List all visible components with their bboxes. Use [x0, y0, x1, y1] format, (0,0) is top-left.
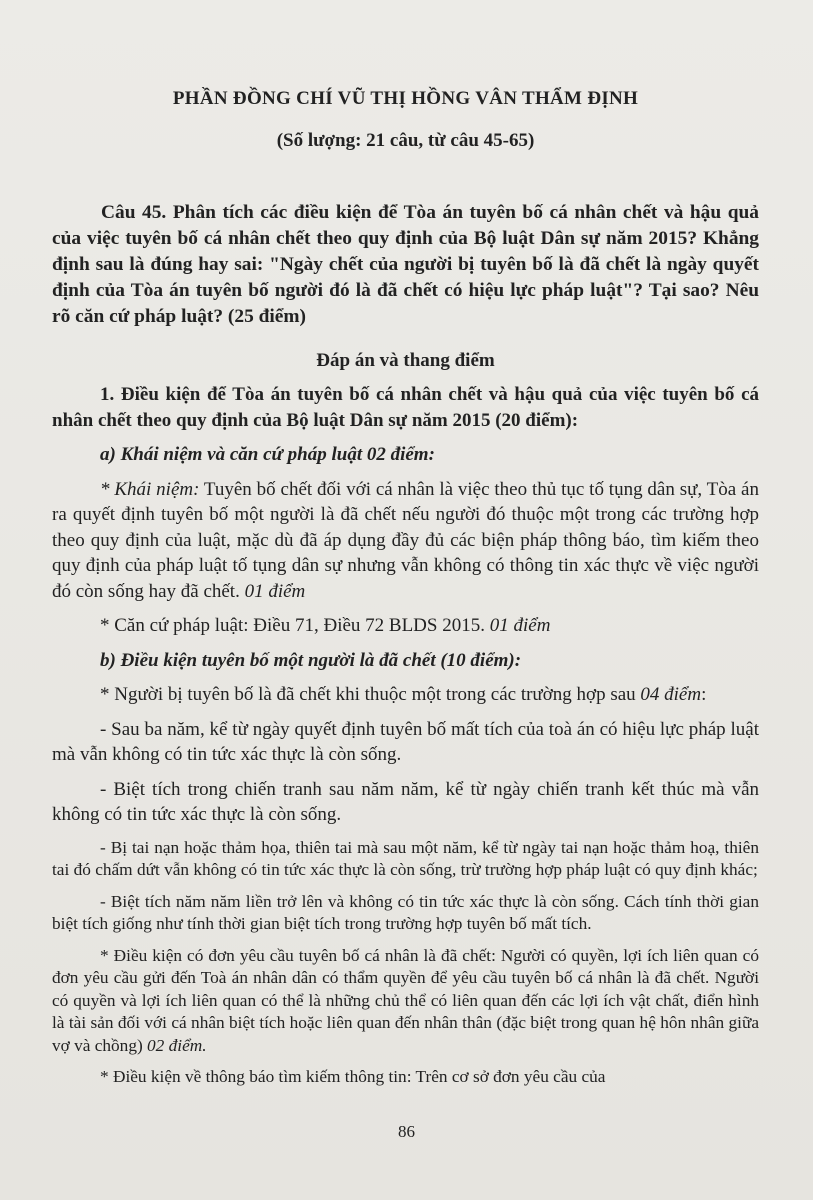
cases-intro-score: 04 điểm: [635, 684, 702, 705]
concept-text: Tuyên bố chết đối với cá nhân là việc theo thủ tục tố tụng dân sự, Tòa án ra quyết định tuyên bố một người là đã chết nếu người đó thuộc một trong các trường hợp theo quy định của luật, mặc dù đã áp dụng đầy đủ các biện pháp thông báo, tìm kiếm theo quy định của pháp luật tố tụng dân sự nhưng vẫn không có thông tin xác thực về việc người đó còn sống hay đã chết.: [52, 478, 759, 602]
question-45: Câu 45. Phân tích các điều kiện để Tòa án tuyên bố cá nhân chết và hậu quả của việc tuyên bố cá nhân chết theo quy định của Bộ luật Dân sự năm 2015? Khẳng định sau là đúng hay sai: "Ngày chết của người bị tuyên bố là đã chết là ngày quyết định của Tòa án tuyên bố người đó là đã chết có hiệu lực pháp luật"? Tại sao? Nêu rõ căn cứ pháp luật? (25 điểm): [52, 202, 759, 327]
legal-basis-text: * Căn cứ pháp luật: Điều 71, Điều 72 BLDS 2015.: [100, 615, 485, 636]
section-subtitle: (Số lượng: 21 câu, từ câu 45-65): [276, 130, 535, 151]
subsection-b-heading: b) Điều kiện tuyên bố một người là đã chết (10 điểm):: [100, 649, 522, 671]
subsection-a-heading: a) Khái niệm và căn cứ pháp luật 02 điểm:: [100, 444, 435, 465]
page-number: 86: [398, 1122, 415, 1141]
case-item: - Sau ba năm, kể từ ngày quyết định tuyên bố mất tích của toà án có hiệu lực pháp luật mà vẫn không có tin tức xác thực là còn sống.: [52, 718, 759, 765]
cases-intro-text: * Người bị tuyên bố là đã chết khi thuộc một trong các trường hợp sau: [100, 684, 636, 705]
small-print-block: [52, 837, 759, 1089]
notice-condition-paragraph: * Điều kiện về thông báo tìm kiếm thông tin: Trên cơ sở đơn yêu cầu của: [100, 1067, 606, 1086]
case-item: - Bị tai nạn hoặc thảm họa, thiên tai mà sau một năm, kể từ ngày tai nạn hoặc thảm hoạ, thiên tai đó chấm dứt vẫn không có tin tức xác thực là còn sống, trừ trường hợp pháp luật có quy định khác;: [52, 837, 759, 879]
cases-intro: [52, 682, 759, 708]
legal-basis-paragraph: [52, 613, 759, 639]
cases-intro-tail: :: [701, 684, 707, 705]
case-item: - Biệt tích năm năm liền trở lên và không có tin tức xác thực là còn sống. Cách tính thời gian biệt tích giống như tính thời gian biệt tích trong trường hợp tuyên bố mất tích.: [52, 891, 759, 933]
section-title: PHẦN ĐỒNG CHÍ VŨ THỊ HỒNG VÂN THẨM ĐỊNH: [172, 88, 639, 109]
case-item: - Biệt tích trong chiến tranh sau năm năm, kể từ ngày chiến tranh kết thúc mà vẫn không có tin tức xác thực là còn sống.: [52, 778, 759, 825]
section-1-heading: 1. Điều kiện để Tòa án tuyên bố cá nhân chết và hậu quả của việc tuyên bố cá nhân chết theo quy định của Bộ luật Dân sự năm 2015 (20 điểm):: [52, 384, 759, 431]
request-condition-paragraph: [52, 945, 759, 1058]
request-condition-score: 02 điểm.: [142, 1035, 207, 1055]
concept-paragraph: [52, 477, 759, 605]
concept-label: * Khái niệm:: [100, 478, 200, 500]
legal-basis-score: 01 điểm: [484, 615, 551, 636]
concept-score: 01 điểm: [239, 580, 306, 602]
answer-heading: Đáp án và thang điểm: [316, 350, 495, 371]
request-condition-text: * Điều kiện có đơn yêu cầu tuyên bố cá nhân là đã chết: Người có quyền, lợi ích liên quan có đơn yêu cầu gửi đến Toà án nhân dân có thẩm quyền để yêu cầu tuyên bố cá nhân là đã chết. Người có quyền và lợi ích liên quan có thể là những chủ thể có liên quan đến các lợi ích vật chất, điển hình là tài sản đối với cá nhân biệt tích hoặc liên quan đến nhân thân (đặc biệt trong quan hệ hôn nhân giữa vợ và chồng): [52, 945, 759, 1055]
